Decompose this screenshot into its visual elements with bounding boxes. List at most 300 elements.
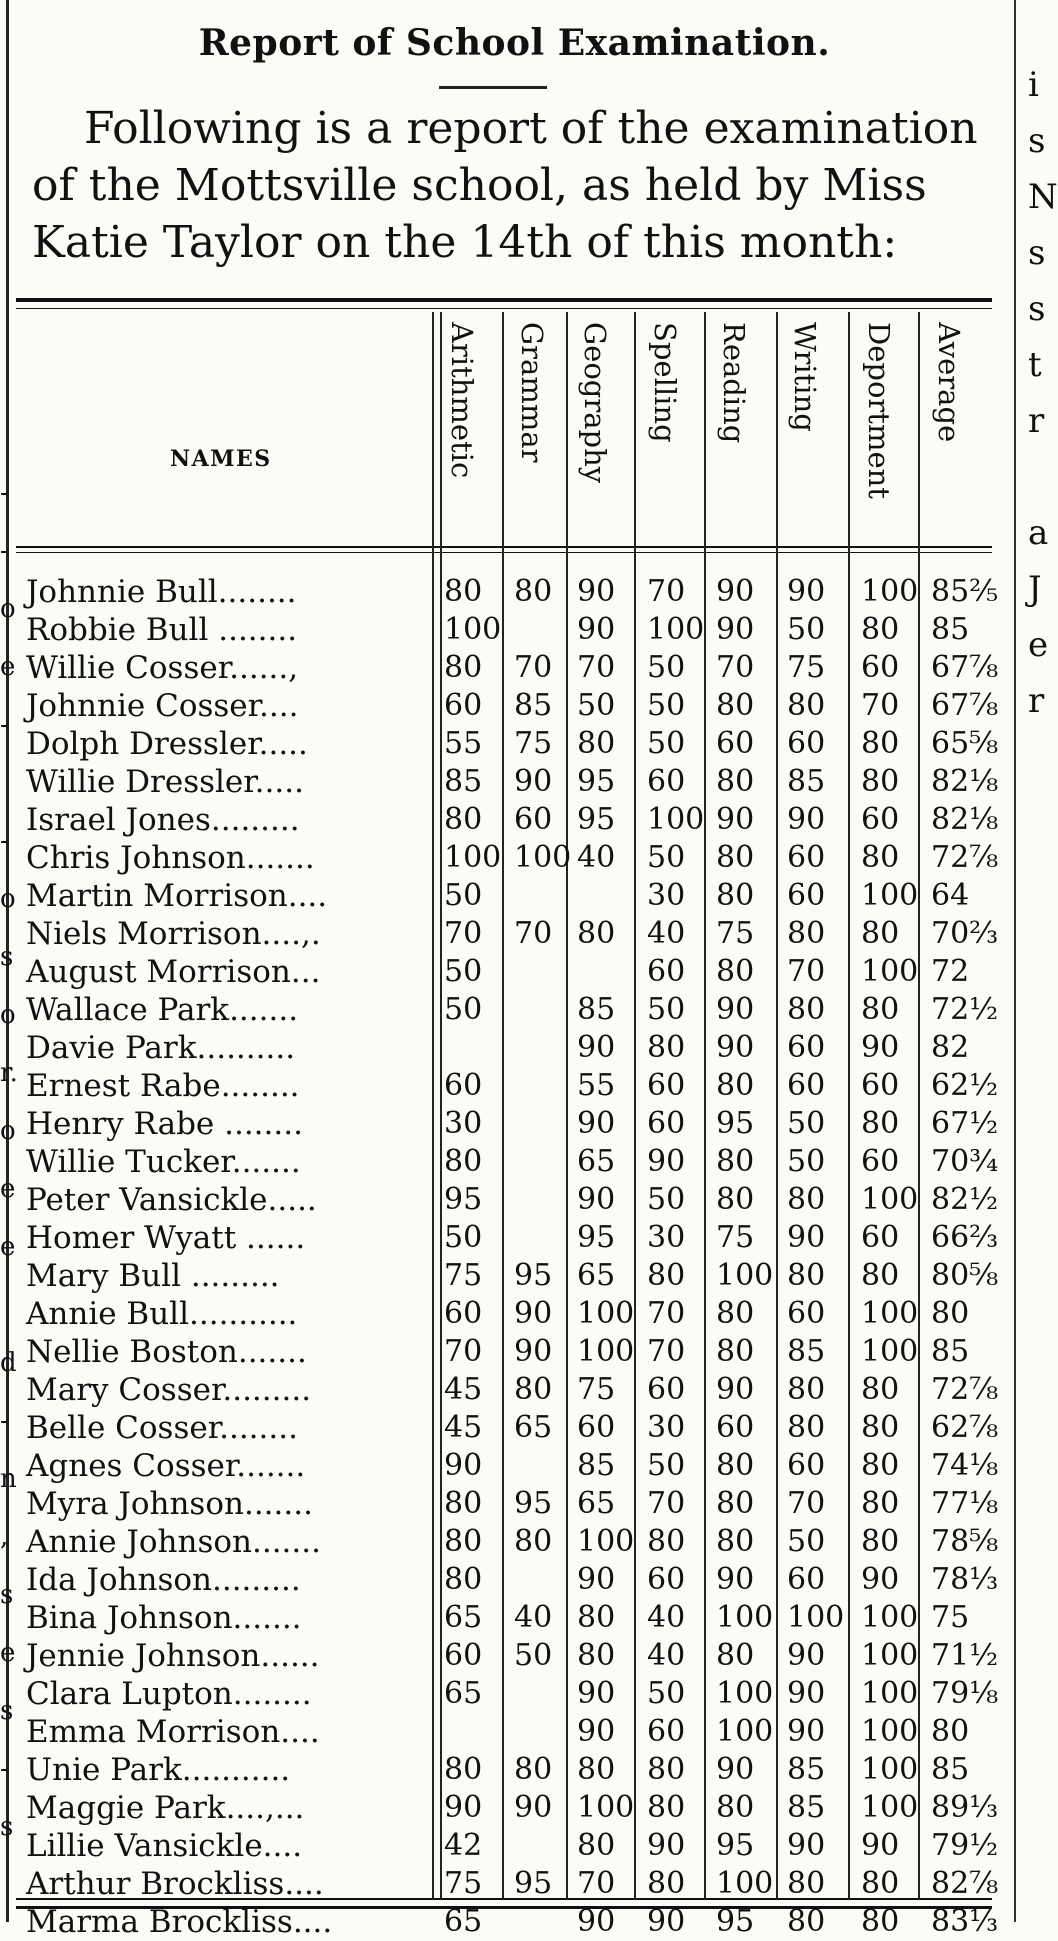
score-cell: 80 — [861, 1524, 900, 1559]
score-cell: 80 — [514, 1372, 553, 1407]
table-row — [16, 1067, 999, 1105]
score-cell: 80 — [787, 1410, 826, 1445]
student-name: Clara Lupton........ — [26, 1676, 312, 1712]
score-cell: 80 — [787, 1904, 826, 1939]
score-cell: 75 — [444, 1866, 483, 1901]
score-cell: 90 — [647, 1904, 686, 1939]
fragment-letter: s — [0, 942, 14, 972]
fragment-letter: s — [0, 1580, 14, 1610]
score-cell: 80 — [861, 1904, 900, 1939]
score-cell: 80 — [514, 574, 553, 609]
score-cell: 80 — [716, 1334, 755, 1369]
score-cell: 90 — [716, 802, 755, 837]
score-cell: 100 — [861, 574, 919, 609]
student-name: Bina Johnson....... — [26, 1600, 302, 1636]
fragment-letter: N — [1028, 177, 1058, 217]
fragment-letter: d — [0, 1348, 17, 1378]
score-cell: 80 — [577, 916, 616, 951]
table-row — [16, 611, 992, 649]
score-cell: 60 — [514, 802, 553, 837]
score-cell: 80⅝ — [931, 1258, 999, 1293]
score-cell: 100 — [577, 1296, 635, 1331]
score-cell: 80 — [647, 1258, 686, 1293]
score-cell: 85 — [787, 764, 826, 799]
student-name: Israel Jones......... — [26, 802, 300, 838]
score-cell: 80 — [577, 1638, 616, 1673]
table-row — [16, 1447, 999, 1485]
table-row — [16, 1561, 999, 1599]
names-column-header: NAMES — [170, 446, 272, 472]
score-cell: 90 — [577, 574, 616, 609]
left-column-edge-fragments — [0, 0, 18, 1922]
score-cell: 60 — [861, 802, 900, 837]
score-cell: 80 — [444, 1752, 483, 1787]
table-top-rule — [16, 298, 992, 302]
score-cell: 80 — [577, 1828, 616, 1863]
score-cell: 72 — [931, 954, 970, 989]
table-row — [16, 1675, 999, 1713]
column-header-reading: Reading — [717, 322, 751, 444]
score-cell: 65 — [444, 1676, 483, 1711]
fragment-letter: - — [0, 826, 9, 856]
student-name: Maggie Park....,... — [26, 1790, 305, 1826]
score-cell: 60 — [444, 1068, 483, 1103]
score-cell: 85 — [577, 1448, 616, 1483]
score-cell: 80 — [861, 1410, 900, 1445]
score-cell: 72⅞ — [931, 840, 999, 875]
score-cell: 90 — [444, 1448, 483, 1483]
score-cell: 90 — [787, 1220, 826, 1255]
score-cell: 90 — [787, 1828, 826, 1863]
table-row — [16, 573, 999, 611]
score-cell: 80 — [716, 840, 755, 875]
score-cell: 80 — [716, 1486, 755, 1521]
column-header-grammar: Grammar — [515, 322, 549, 463]
fragment-letter: s — [1028, 233, 1046, 273]
score-cell: 75 — [716, 1220, 755, 1255]
table-row — [16, 763, 999, 801]
score-cell: 82⅛ — [931, 764, 999, 799]
score-cell: 82½ — [931, 1182, 999, 1217]
table-row — [16, 1485, 999, 1523]
column-header-average: Average — [932, 322, 966, 443]
score-cell: 90 — [577, 1106, 616, 1141]
score-cell: 60 — [861, 1068, 900, 1103]
score-cell: 50 — [647, 726, 686, 761]
fragment-letter: - — [0, 1406, 9, 1436]
score-cell: 75 — [577, 1372, 616, 1407]
score-cell: 65 — [577, 1258, 616, 1293]
fragment-letter: t — [1028, 345, 1042, 385]
score-cell: 100 — [514, 840, 572, 875]
fragment-letter: e — [0, 1638, 16, 1668]
fragment-letter: r — [1028, 401, 1045, 441]
score-cell: 75 — [514, 726, 553, 761]
score-cell: 80 — [647, 1030, 686, 1065]
table-row — [16, 1257, 999, 1295]
score-cell: 80 — [787, 992, 826, 1027]
score-cell: 50 — [444, 878, 483, 913]
score-cell: 90 — [514, 1790, 553, 1825]
table-row — [16, 1409, 999, 1447]
score-cell: 100 — [861, 1600, 919, 1635]
score-cell: 80 — [444, 1144, 483, 1179]
score-cell: 82⅞ — [931, 1866, 999, 1901]
student-name: Davie Park.......... — [26, 1030, 296, 1066]
intro-line: Following is a report of the examination — [84, 103, 978, 154]
fragment-letter: e — [0, 1232, 16, 1262]
score-cell: 90 — [444, 1790, 483, 1825]
student-name: Willie Dressler..... — [26, 764, 304, 800]
score-cell: 80 — [716, 1144, 755, 1179]
fragment-letter: s — [1028, 121, 1046, 161]
score-cell: 100 — [861, 1714, 919, 1749]
score-cell: 50 — [787, 1524, 826, 1559]
fragment-letter: s — [0, 1696, 14, 1726]
score-cell: 80 — [716, 1182, 755, 1217]
student-name: Annie Bull........... — [26, 1296, 298, 1332]
score-cell: 90 — [861, 1562, 900, 1597]
score-cell: 60 — [444, 1638, 483, 1673]
fragment-letter: - — [0, 536, 9, 566]
score-cell: 100 — [577, 1334, 635, 1369]
fragment-letter: e — [1028, 625, 1049, 665]
score-cell: 40 — [647, 1638, 686, 1673]
score-cell: 50 — [647, 1182, 686, 1217]
score-cell: 70 — [647, 1296, 686, 1331]
score-cell: 90 — [787, 574, 826, 609]
score-cell: 90 — [861, 1030, 900, 1065]
score-cell: 80 — [861, 992, 900, 1027]
score-cell: 80 — [861, 1448, 900, 1483]
score-cell: 80 — [716, 878, 755, 913]
score-cell: 100 — [861, 1638, 919, 1673]
score-cell: 50 — [514, 1638, 553, 1673]
score-cell: 80 — [444, 1562, 483, 1597]
score-cell: 80 — [716, 1524, 755, 1559]
score-cell: 90 — [716, 1562, 755, 1597]
score-cell: 30 — [647, 878, 686, 913]
score-cell: 50 — [444, 954, 483, 989]
score-cell: 100 — [716, 1600, 774, 1635]
score-cell: 72⅞ — [931, 1372, 999, 1407]
fragment-letter: o — [0, 1116, 16, 1146]
score-cell: 100 — [861, 1334, 919, 1369]
score-cell: 80 — [861, 764, 900, 799]
table-row — [16, 877, 992, 915]
fragment-letter: - — [0, 1754, 9, 1784]
score-cell: 71½ — [931, 1638, 999, 1673]
score-cell: 45 — [444, 1410, 483, 1445]
table-row — [16, 1143, 999, 1181]
score-cell: 82 — [931, 1030, 970, 1065]
score-cell: 70 — [444, 916, 483, 951]
score-cell: 85 — [577, 992, 616, 1027]
table-row — [16, 1029, 992, 1067]
score-cell: 60 — [444, 1296, 483, 1331]
student-name: Annie Johnson....... — [26, 1524, 321, 1560]
score-cell: 90 — [577, 1904, 616, 1939]
student-name: Agnes Cosser....... — [26, 1448, 306, 1484]
table-row — [16, 1181, 999, 1219]
score-cell: 80 — [716, 1296, 755, 1331]
score-cell: 100 — [444, 840, 502, 875]
score-cell: 70 — [647, 1486, 686, 1521]
score-cell: 100 — [577, 1790, 635, 1825]
score-cell: 90 — [716, 992, 755, 1027]
score-cell: 66⅔ — [931, 1220, 999, 1255]
score-cell: 80 — [931, 1296, 970, 1331]
score-cell: 85 — [787, 1752, 826, 1787]
score-cell: 60 — [647, 954, 686, 989]
score-cell: 60 — [787, 1562, 826, 1597]
score-cell: 70 — [514, 916, 553, 951]
score-cell: 95 — [716, 1828, 755, 1863]
score-cell: 95 — [514, 1486, 553, 1521]
score-cell: 90 — [577, 1562, 616, 1597]
student-name: Unie Park........... — [26, 1752, 291, 1788]
score-cell: 100 — [716, 1676, 774, 1711]
fragment-letter: - — [0, 710, 9, 740]
score-cell: 100 — [861, 1752, 919, 1787]
fragment-letter: r. — [0, 1058, 18, 1088]
score-cell: 65 — [577, 1486, 616, 1521]
fragment-letter: s — [1028, 289, 1046, 329]
score-cell: 80 — [787, 1372, 826, 1407]
score-cell: 70 — [861, 688, 900, 723]
column-header-geography: Geography — [578, 322, 612, 484]
title-divider — [439, 86, 547, 89]
score-cell: 50 — [444, 992, 483, 1027]
score-cell: 74⅛ — [931, 1448, 999, 1483]
score-cell: 75 — [444, 1258, 483, 1293]
score-cell: 72½ — [931, 992, 999, 1027]
score-cell: 50 — [647, 1676, 686, 1711]
score-cell: 67½ — [931, 1106, 999, 1141]
article-title: Report of School Examination. — [198, 22, 831, 64]
score-cell: 60 — [444, 688, 483, 723]
score-cell: 40 — [647, 916, 686, 951]
score-cell: 90 — [514, 764, 553, 799]
score-cell: 80 — [647, 1752, 686, 1787]
score-cell: 100 — [861, 1182, 919, 1217]
score-cell: 50 — [787, 1144, 826, 1179]
score-cell: 42 — [444, 1828, 483, 1863]
score-cell: 55 — [577, 1068, 616, 1103]
score-cell: 90 — [577, 1030, 616, 1065]
score-cell: 90 — [514, 1334, 553, 1369]
table-row — [16, 953, 992, 991]
table-row — [16, 1523, 999, 1561]
score-cell: 100 — [861, 954, 919, 989]
fragment-letter: e — [0, 1174, 16, 1204]
student-name: August Morrison... — [26, 954, 321, 990]
score-cell: 82⅛ — [931, 802, 999, 837]
column-header-arithmetic: Arithmetic — [445, 322, 479, 479]
score-cell: 80 — [716, 688, 755, 723]
score-cell: 80 — [577, 726, 616, 761]
score-cell: 80 — [861, 1106, 900, 1141]
score-cell: 70 — [514, 650, 553, 685]
student-name: Henry Rabe ........ — [26, 1106, 303, 1142]
student-name: Mary Bull ......... — [26, 1258, 280, 1294]
score-cell: 60 — [787, 1030, 826, 1065]
student-name: Dolph Dressler..... — [26, 726, 308, 762]
score-cell: 80 — [861, 612, 900, 647]
table-row — [16, 1371, 999, 1409]
table-row — [16, 1827, 999, 1865]
score-cell: 80 — [577, 1752, 616, 1787]
score-cell: 80 — [514, 1524, 553, 1559]
student-name: Myra Johnson....... — [26, 1486, 313, 1522]
score-cell: 90 — [787, 1714, 826, 1749]
student-name: Marma Brockliss.... — [26, 1904, 333, 1940]
score-cell: 60 — [861, 1220, 900, 1255]
fragment-letter: - — [0, 478, 9, 508]
student-name: Ida Johnson......... — [26, 1562, 301, 1598]
score-cell: 85 — [444, 764, 483, 799]
score-cell: 40 — [647, 1600, 686, 1635]
column-header-writing: Writing — [788, 322, 822, 432]
table-row — [16, 1751, 992, 1789]
score-cell: 90 — [787, 1638, 826, 1673]
score-cell: 55 — [444, 726, 483, 761]
score-cell: 90 — [716, 1030, 755, 1065]
score-cell: 90 — [577, 612, 616, 647]
score-cell: 65 — [577, 1144, 616, 1179]
table-row — [16, 1295, 992, 1333]
score-cell: 90 — [716, 612, 755, 647]
student-name: Jennie Johnson...... — [26, 1638, 320, 1674]
score-cell: 50 — [787, 612, 826, 647]
score-cell: 100 — [861, 878, 919, 913]
score-cell: 60 — [787, 1068, 826, 1103]
table-row — [16, 1599, 992, 1637]
score-cell: 60 — [861, 1144, 900, 1179]
score-cell: 67⅞ — [931, 650, 999, 685]
table-row — [16, 1637, 999, 1675]
score-cell: 90 — [787, 802, 826, 837]
score-cell: 95 — [716, 1904, 755, 1939]
score-cell: 95 — [577, 802, 616, 837]
score-cell: 80 — [444, 802, 483, 837]
score-cell: 80 — [787, 1182, 826, 1217]
score-cell: 50 — [444, 1220, 483, 1255]
score-cell: 90 — [787, 1676, 826, 1711]
student-name: Willie Tucker....... — [26, 1144, 301, 1180]
score-cell: 40 — [514, 1600, 553, 1635]
fragment-letter: o — [0, 594, 16, 624]
student-name: Belle Cosser........ — [26, 1410, 298, 1446]
score-cell: 78⅓ — [931, 1562, 999, 1597]
score-cell: 90 — [577, 1714, 616, 1749]
score-cell: 60 — [787, 726, 826, 761]
score-cell: 50 — [647, 840, 686, 875]
table-row — [16, 725, 999, 763]
score-cell: 65 — [444, 1600, 483, 1635]
score-cell: 30 — [647, 1220, 686, 1255]
score-cell: 80 — [716, 1448, 755, 1483]
score-cell: 80 — [861, 726, 900, 761]
student-name: Johnnie Cosser.... — [26, 688, 299, 724]
table-row — [16, 649, 999, 687]
score-cell: 80 — [861, 1866, 900, 1901]
table-row — [16, 1713, 992, 1751]
score-cell: 60 — [787, 878, 826, 913]
table-row — [16, 1865, 999, 1903]
student-name: Homer Wyatt ...... — [26, 1220, 306, 1256]
table-row — [16, 839, 999, 877]
fragment-letter: , — [0, 1522, 9, 1552]
score-cell: 80 — [647, 1790, 686, 1825]
score-cell: 78⅝ — [931, 1524, 999, 1559]
score-cell: 100 — [716, 1866, 774, 1901]
score-cell: 80 — [514, 1752, 553, 1787]
fragment-letter: o — [0, 1000, 16, 1030]
student-name: Wallace Park....... — [26, 992, 299, 1028]
score-cell: 80 — [787, 1258, 826, 1293]
fragment-letter: r — [1028, 681, 1045, 721]
score-cell: 90 — [861, 1828, 900, 1863]
score-cell: 85 — [931, 612, 970, 647]
score-cell: 80 — [444, 1524, 483, 1559]
student-name: Emma Morrison.... — [26, 1714, 320, 1750]
score-cell: 90 — [577, 1182, 616, 1217]
score-cell: 60 — [647, 1562, 686, 1597]
student-name: Arthur Brockliss.... — [26, 1866, 324, 1902]
score-cell: 70 — [577, 1866, 616, 1901]
fragment-letter: s — [0, 1812, 14, 1842]
score-cell: 80 — [716, 1638, 755, 1673]
table-top-rule-thin — [16, 308, 992, 309]
score-cell: 95 — [577, 764, 616, 799]
score-cell: 70 — [647, 1334, 686, 1369]
score-cell: 64 — [931, 878, 970, 913]
fragment-letter: a — [1028, 513, 1049, 553]
score-cell: 60 — [647, 764, 686, 799]
score-cell: 90 — [514, 1296, 553, 1331]
fragment-letter: i — [1028, 65, 1039, 105]
score-cell: 50 — [647, 992, 686, 1027]
score-cell: 75 — [787, 650, 826, 685]
fragment-letter: e — [0, 652, 16, 682]
score-cell: 100 — [716, 1258, 774, 1293]
student-name: Martin Morrison.... — [26, 878, 328, 914]
score-cell: 100 — [861, 1676, 919, 1711]
score-cell: 50 — [787, 1106, 826, 1141]
score-cell: 100 — [716, 1714, 774, 1749]
score-cell: 95 — [444, 1182, 483, 1217]
student-name: Chris Johnson....... — [26, 840, 315, 876]
column-header-deportment: Deportment — [862, 322, 896, 499]
score-cell: 100 — [444, 612, 502, 647]
table-row — [16, 1789, 999, 1827]
score-cell: 60 — [716, 726, 755, 761]
score-cell: 70¾ — [931, 1144, 999, 1179]
score-cell: 85 — [514, 688, 553, 723]
score-cell: 80 — [444, 574, 483, 609]
score-cell: 45 — [444, 1372, 483, 1407]
score-cell: 80 — [716, 1068, 755, 1103]
table-row — [16, 915, 999, 953]
score-cell: 80 — [861, 1258, 900, 1293]
student-name: Nellie Boston....... — [26, 1334, 307, 1370]
score-cell: 80 — [716, 954, 755, 989]
student-name: Robbie Bull ........ — [26, 612, 298, 648]
score-cell: 30 — [647, 1410, 686, 1445]
score-cell: 80 — [861, 840, 900, 875]
score-cell: 80 — [931, 1714, 970, 1749]
